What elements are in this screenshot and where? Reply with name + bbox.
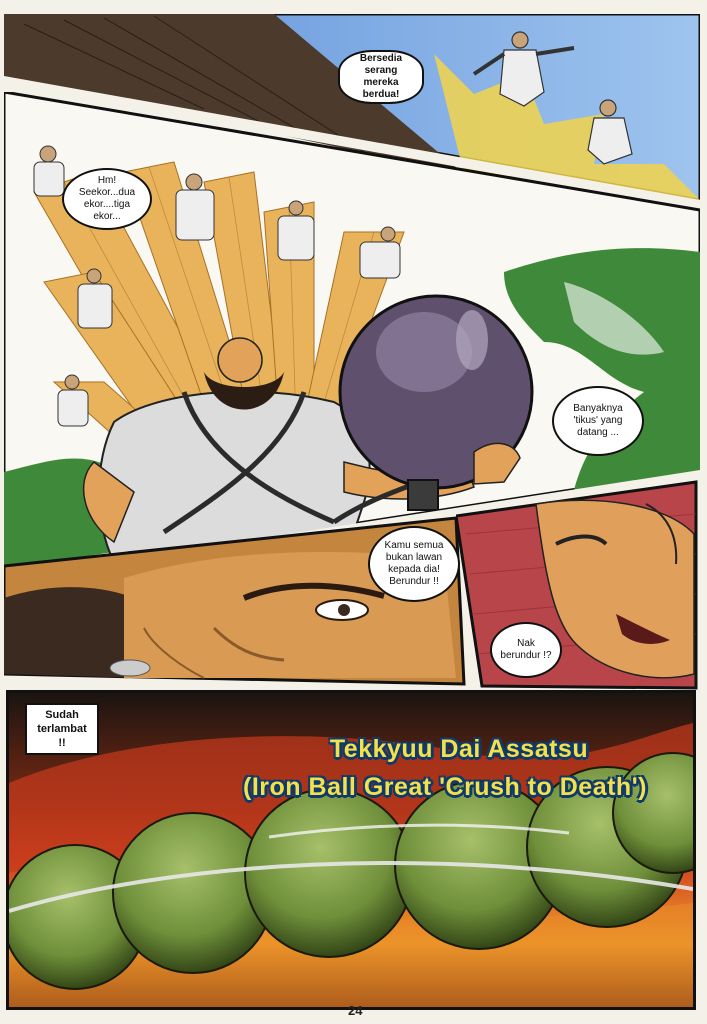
speech-bubble-face-left: Kamu semua bukan lawan kepada dia! Berundur !!: [368, 526, 460, 602]
caption-box: Sudah terlambat !!: [25, 703, 99, 755]
attack-title-line1: Tekkyuu Dai Assatsu: [329, 735, 589, 763]
speech-bubble-middle-left: Hm! Seekor...dua ekor....tiga ekor...: [62, 168, 152, 230]
panel-bottom: [6, 690, 696, 1010]
panel-face-right: [456, 474, 700, 690]
panel-face-left: [4, 478, 466, 686]
speech-bubble-face-right: Nak berundur !?: [490, 622, 562, 678]
speech-bubble-top: Bersedia serang mereka berdua!: [338, 50, 424, 104]
speech-bubble-middle-right: Banyaknya 'tikus' yang datang ...: [552, 386, 644, 456]
page-number: 24: [348, 1003, 363, 1018]
attack-title-line2: (Iron Ball Great 'Crush to Death'): [243, 773, 647, 801]
